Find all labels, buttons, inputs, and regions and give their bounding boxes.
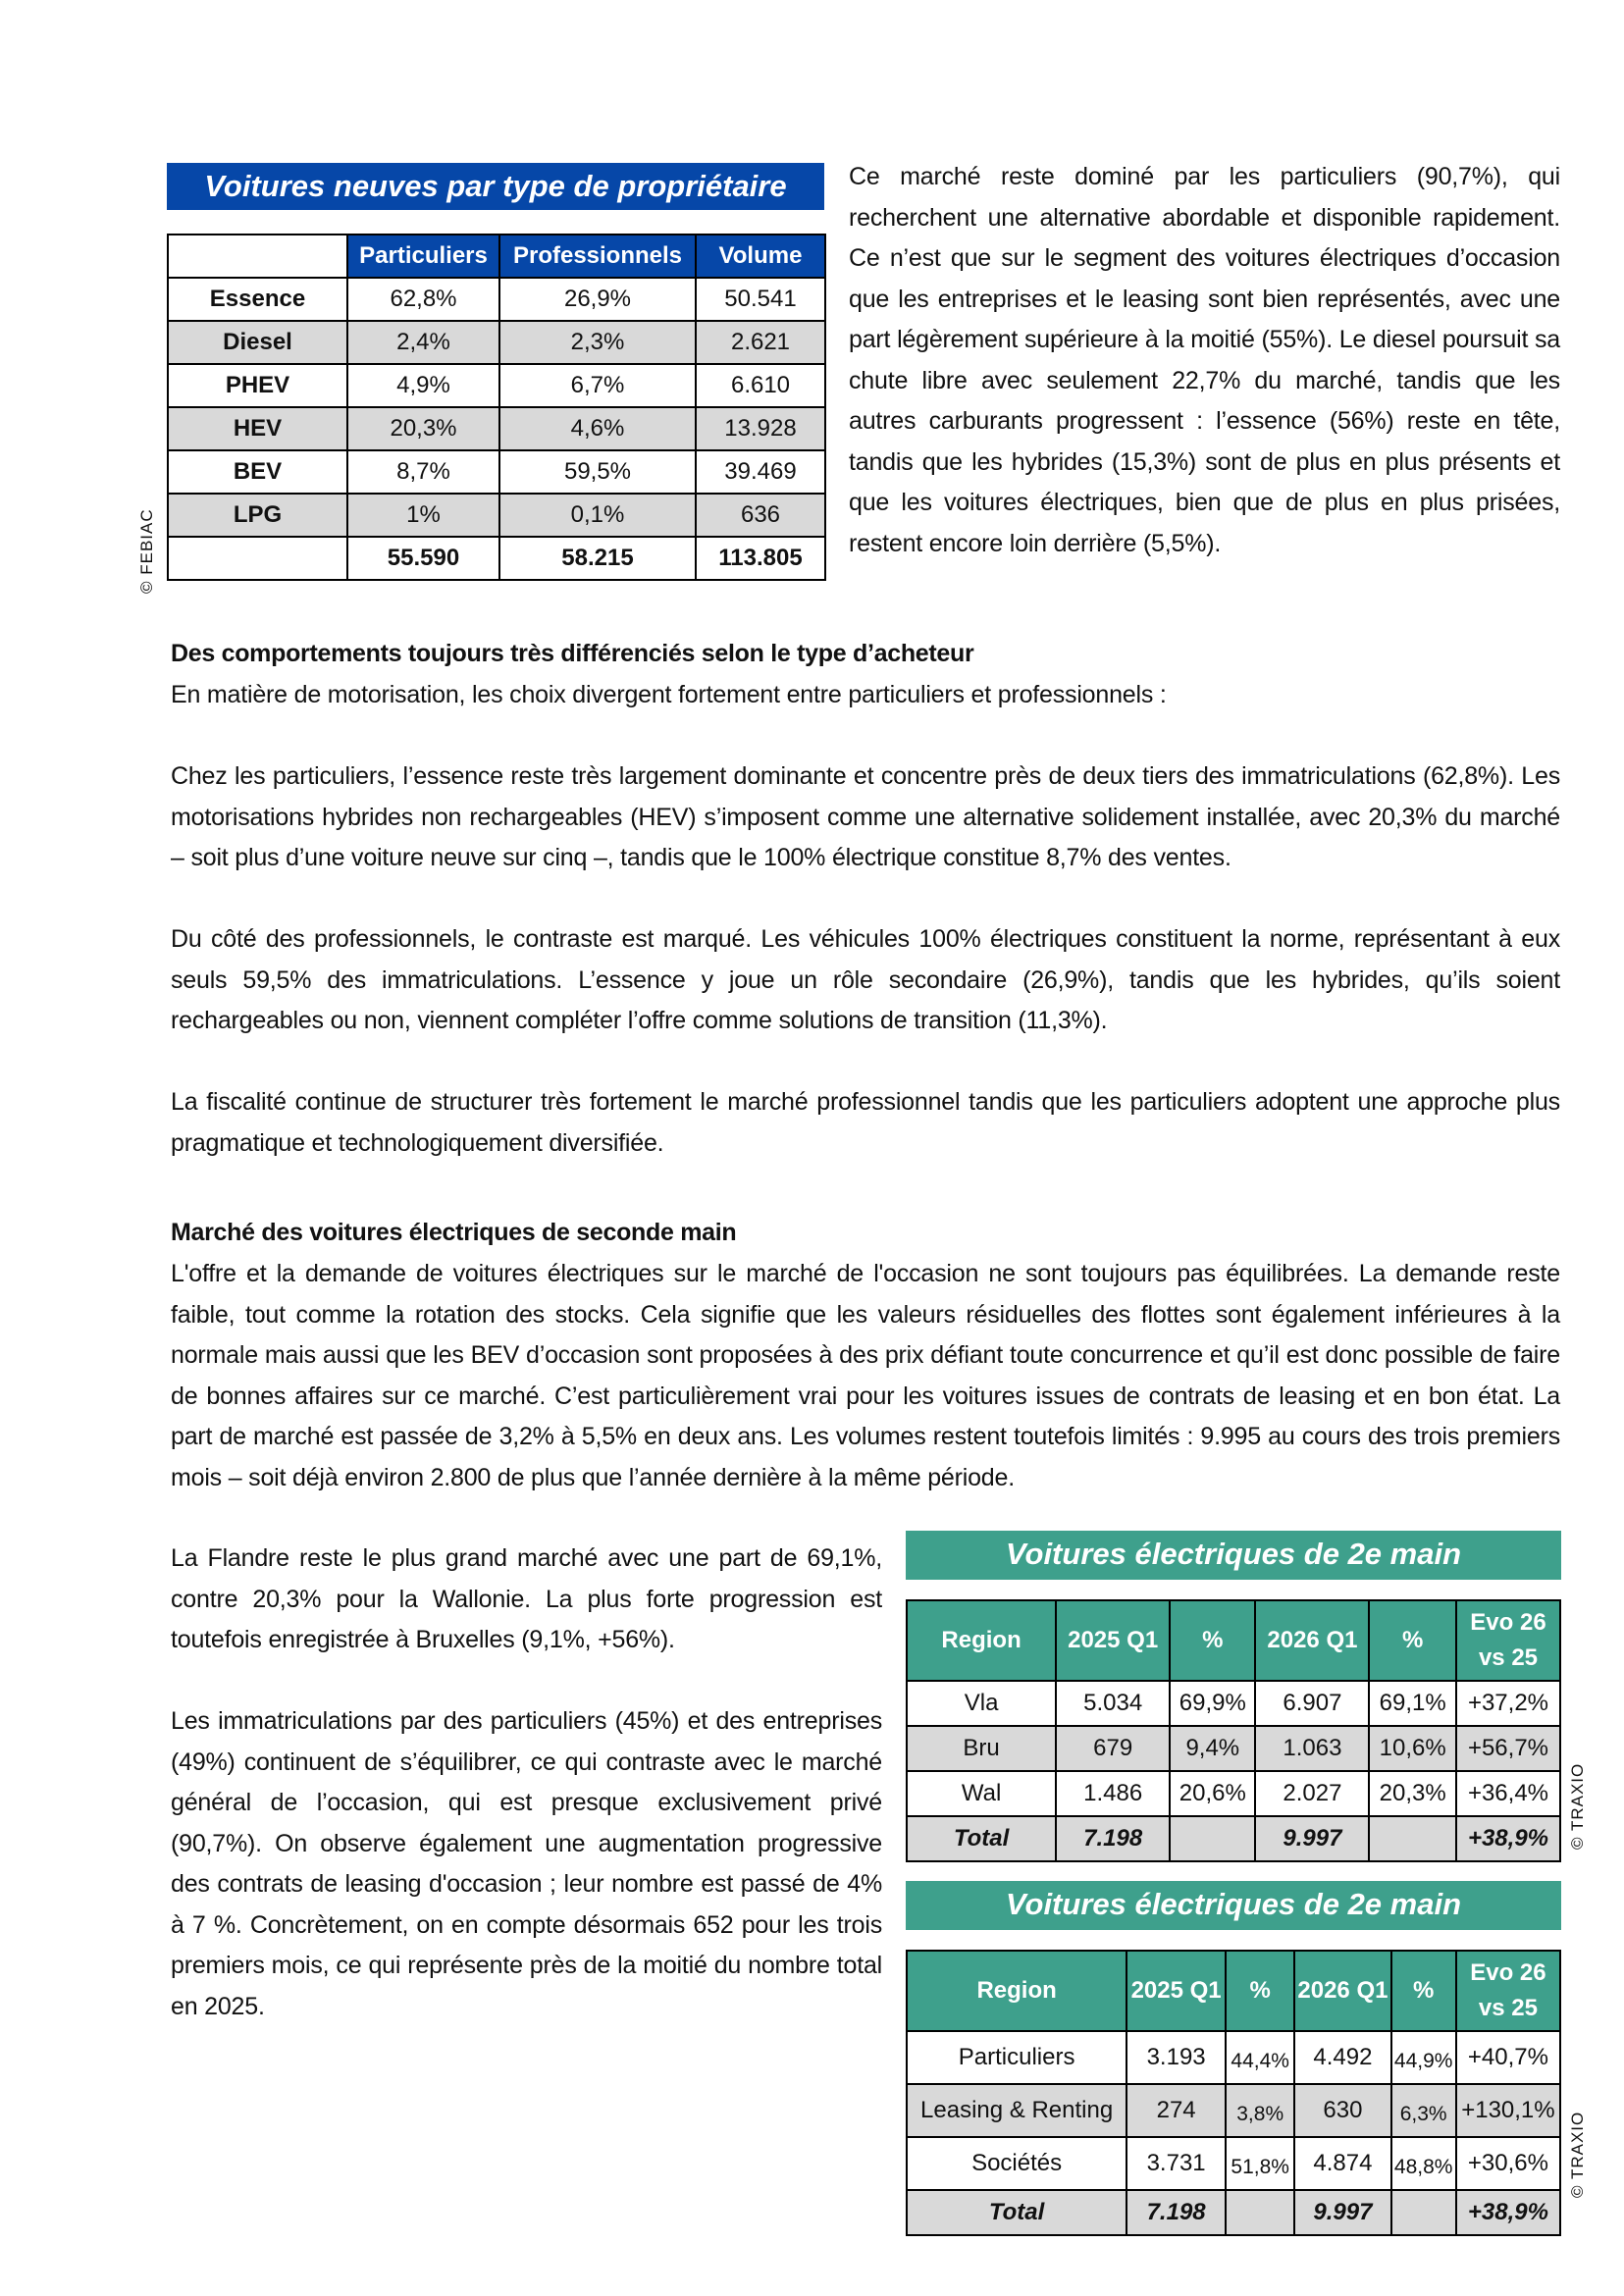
row-label: Leasing & Renting bbox=[907, 2084, 1126, 2137]
total-cell: 9.997 bbox=[1255, 1816, 1369, 1861]
total-cell bbox=[1369, 1816, 1456, 1861]
cell: 8,7% bbox=[347, 450, 499, 494]
header-cell-2026-q1: 2026 Q1 bbox=[1255, 1600, 1369, 1681]
cell: 20,3% bbox=[347, 407, 499, 450]
evo-line-2: vs 25 bbox=[1478, 1644, 1539, 1671]
cell: 2,3% bbox=[499, 321, 696, 364]
table-row bbox=[907, 2084, 1560, 2137]
total-label bbox=[168, 537, 347, 580]
cell: 274 bbox=[1126, 2084, 1226, 2137]
header-cell-2026-q1: 2026 Q1 bbox=[1294, 1951, 1390, 2031]
used-ev-owner-table bbox=[906, 1950, 1561, 2236]
evo-line-1: Evo 26 bbox=[1470, 1959, 1546, 1986]
cell: 4,9% bbox=[347, 364, 499, 407]
cell: 2.621 bbox=[696, 321, 825, 364]
used-ev-region-table bbox=[906, 1599, 1561, 1862]
table-row bbox=[168, 321, 825, 364]
cell: 630 bbox=[1294, 2084, 1390, 2137]
total-cell: +38,9% bbox=[1456, 2190, 1560, 2235]
cell: 69,1% bbox=[1369, 1681, 1456, 1726]
header-cell-pct-2025: % bbox=[1226, 1951, 1294, 2031]
febiac-credit: © FEBIAC bbox=[137, 508, 156, 594]
cell: 6.610 bbox=[696, 364, 825, 407]
evo-line-1: Evo 26 bbox=[1470, 1609, 1546, 1636]
cell: 4.874 bbox=[1294, 2137, 1390, 2190]
header-cell-2025-q1: 2025 Q1 bbox=[1056, 1600, 1170, 1681]
total-cell: 7.198 bbox=[1126, 2190, 1226, 2235]
used-ev-region-table-title: Voitures électriques de 2e main bbox=[906, 1531, 1561, 1580]
section-heading-buyer-behaviour: Des comportements toujours très différenciés selon le type d’acheteur bbox=[171, 640, 974, 667]
new-cars-table-title: Voitures neuves par type de propriétaire bbox=[167, 163, 824, 210]
cell: 3,8% bbox=[1226, 2084, 1294, 2137]
table-total-row bbox=[907, 2190, 1560, 2235]
row-label: Essence bbox=[168, 278, 347, 321]
section2-paragraph-regions: La Flandre reste le plus grand marché avec une part de 69,1%, contre 20,3% pour la Wallonie. La plus forte progression est toutefois enregistrée à Bruxelles (9,1%, +56%). bbox=[171, 1544, 882, 1653]
table-row bbox=[168, 364, 825, 407]
row-label: Bru bbox=[907, 1726, 1056, 1771]
section2-paragraph-market: L'offre et la demande de voitures électriques sur le marché de l'occasion ne sont toujours pas équilibrées. La demande reste faible, tout comme la rotation des stocks. Cela signifie que les valeurs résiduelles des flottes sont également inférieures à la normale mais aussi que les BEV d’occasion sont proposées à des prix défiant toute concurrence et qu’il est donc possible de faire de bonnes affaires sur ce marché. C’est particulièrement vrai pour les voitures issues de contrats de leasing et en bon état. La part de marché est passée de 3,2% à 5,5% en deux ans. Les volumes restent toutefois limités : 9.995 au cours des trois premiers mois – soit déjà environ 2.800 de plus que l’année dernière à la même période. bbox=[171, 1260, 1560, 1491]
table-header-row bbox=[168, 235, 825, 278]
table-row bbox=[168, 494, 825, 537]
header-cell-professionnels: Professionnels bbox=[499, 235, 696, 278]
cell: +30,6% bbox=[1456, 2137, 1560, 2190]
used-ev-owner-table-title: Voitures électriques de 2e main bbox=[906, 1881, 1561, 1930]
traxio-credit-region: © TRAXIO bbox=[1568, 1762, 1587, 1850]
row-label: BEV bbox=[168, 450, 347, 494]
total-cell bbox=[1170, 1816, 1255, 1861]
row-label: Particuliers bbox=[907, 2031, 1126, 2084]
row-label: Wal bbox=[907, 1771, 1056, 1816]
table-total-row bbox=[907, 1816, 1560, 1861]
row-label: Sociétés bbox=[907, 2137, 1126, 2190]
total-label: Total bbox=[907, 2190, 1126, 2235]
cell: 679 bbox=[1056, 1726, 1170, 1771]
cell: 2.027 bbox=[1255, 1771, 1369, 1816]
table-header-row bbox=[907, 1951, 1560, 2031]
section1-paragraph-particuliers: Chez les particuliers, l’essence reste très largement dominante et concentre près de deux tiers des immatriculations (62,8%). Les motorisations hybrides non rechargeables (HEV) s’imposent comme une alternative solidement installée, avec 20,3% du marché – soit plus d’une voiture neuve sur cinq –, tandis que le 100% électrique constitue 8,7% des ventes. bbox=[171, 762, 1560, 871]
intro-paragraph: Ce marché reste dominé par les particuliers (90,7%), qui recherchent une alternative abordable et disponible rapidement. Ce n’est que sur le segment des voitures électriques d’occasion que les entreprises et le leasing sont bien représentés, avec une part légèrement supérieure à la moitié (55%). Le diesel poursuit sa chute libre avec seulement 22,7% du marché, tandis que les autres carburants progressent : l’essence (56%) reste en tête, tandis que les hybrides (15,3%) sont de plus en plus présents et que les voitures électriques, bien que de plus en plus prisées, restent encore loin derrière (5,5%). bbox=[849, 163, 1560, 557]
table-header-row bbox=[907, 1600, 1560, 1681]
cell: 10,6% bbox=[1369, 1726, 1456, 1771]
total-cell: 58.215 bbox=[499, 537, 696, 580]
cell: 0,1% bbox=[499, 494, 696, 537]
traxio-credit-owner: © TRAXIO bbox=[1568, 2111, 1587, 2198]
cell: 48,8% bbox=[1391, 2137, 1456, 2190]
cell: 9,4% bbox=[1170, 1726, 1255, 1771]
cell: 4,6% bbox=[499, 407, 696, 450]
header-cell-empty bbox=[168, 235, 347, 278]
cell: 69,9% bbox=[1170, 1681, 1255, 1726]
cell: 51,8% bbox=[1226, 2137, 1294, 2190]
cell: 3.731 bbox=[1126, 2137, 1226, 2190]
header-cell-region: Region bbox=[907, 1951, 1126, 2031]
total-cell: 55.590 bbox=[347, 537, 499, 580]
table-row bbox=[907, 2031, 1560, 2084]
cell: 44,9% bbox=[1391, 2031, 1456, 2084]
cell: 44,4% bbox=[1226, 2031, 1294, 2084]
new-cars-table bbox=[167, 234, 826, 581]
section2-paragraph-owners: Les immatriculations par des particuliers (45%) et des entreprises (49%) continuent de s’équilibrer, ce qui contraste avec le marché général de l’occasion, qui est presque exclusivement privé (90,7%). On observe également une augmentation progressive des contrats de leasing d'occasion ; leur nombre est passé de 4% à 7 %. Concrètement, on en compte désormais 652 pour les trois premiers mois, ce qui représente près de la moitié du nombre total en 2025. bbox=[171, 1707, 882, 2020]
table-row bbox=[907, 1681, 1560, 1726]
cell: +130,1% bbox=[1456, 2084, 1560, 2137]
cell: +40,7% bbox=[1456, 2031, 1560, 2084]
header-cell-evo bbox=[1456, 1951, 1560, 2031]
section-heading-used-ev-market: Marché des voitures électriques de seconde main bbox=[171, 1219, 737, 1246]
cell: 6,3% bbox=[1391, 2084, 1456, 2137]
cell: 5.034 bbox=[1056, 1681, 1170, 1726]
total-cell: 113.805 bbox=[696, 537, 825, 580]
total-cell bbox=[1226, 2190, 1294, 2235]
cell: 1% bbox=[347, 494, 499, 537]
total-cell: 7.198 bbox=[1056, 1816, 1170, 1861]
total-cell: +38,9% bbox=[1456, 1816, 1560, 1861]
cell: +56,7% bbox=[1456, 1726, 1560, 1771]
cell: 20,3% bbox=[1369, 1771, 1456, 1816]
header-cell-2025-q1: 2025 Q1 bbox=[1126, 1951, 1226, 2031]
cell: 50.541 bbox=[696, 278, 825, 321]
header-cell-region: Region bbox=[907, 1600, 1056, 1681]
cell: 39.469 bbox=[696, 450, 825, 494]
cell: 4.492 bbox=[1294, 2031, 1390, 2084]
cell: 13.928 bbox=[696, 407, 825, 450]
header-cell-volume: Volume bbox=[696, 235, 825, 278]
row-label: LPG bbox=[168, 494, 347, 537]
row-label: PHEV bbox=[168, 364, 347, 407]
header-cell-particuliers: Particuliers bbox=[347, 235, 499, 278]
table-row bbox=[168, 278, 825, 321]
header-cell-pct-2025: % bbox=[1170, 1600, 1255, 1681]
cell: 2,4% bbox=[347, 321, 499, 364]
table-row bbox=[907, 2137, 1560, 2190]
cell: 6,7% bbox=[499, 364, 696, 407]
header-cell-evo bbox=[1456, 1600, 1560, 1681]
header-cell-pct-2026: % bbox=[1369, 1600, 1456, 1681]
row-label: Diesel bbox=[168, 321, 347, 364]
row-label: HEV bbox=[168, 407, 347, 450]
total-cell bbox=[1391, 2190, 1456, 2235]
cell: 1.486 bbox=[1056, 1771, 1170, 1816]
cell: 1.063 bbox=[1255, 1726, 1369, 1771]
section1-paragraph-professionnels: Du côté des professionnels, le contraste est marqué. Les véhicules 100% électriques constituent la norme, représentant à eux seuls 59,5% des immatriculations. L’essence y joue un rôle secondaire (26,9%), tandis que les hybrides, qu’ils soient rechargeables ou non, viennent compléter l’offre comme solutions de transition (11,3%). bbox=[171, 925, 1560, 1034]
cell: 59,5% bbox=[499, 450, 696, 494]
cell: +37,2% bbox=[1456, 1681, 1560, 1726]
total-cell: 9.997 bbox=[1294, 2190, 1390, 2235]
table-row bbox=[168, 407, 825, 450]
cell: 6.907 bbox=[1255, 1681, 1369, 1726]
cell: 26,9% bbox=[499, 278, 696, 321]
cell: 636 bbox=[696, 494, 825, 537]
table-row bbox=[168, 450, 825, 494]
row-label: Vla bbox=[907, 1681, 1056, 1726]
total-label: Total bbox=[907, 1816, 1056, 1861]
table-row bbox=[907, 1726, 1560, 1771]
cell: +36,4% bbox=[1456, 1771, 1560, 1816]
header-cell-pct-2026: % bbox=[1391, 1951, 1456, 2031]
table-row bbox=[907, 1771, 1560, 1816]
section1-paragraph-fiscalite: La fiscalité continue de structurer très fortement le marché professionnel tandis que les particuliers adoptent une approche plus pragmatique et technologiquement diversifiée. bbox=[171, 1088, 1560, 1157]
cell: 3.193 bbox=[1126, 2031, 1226, 2084]
section1-lead: En matière de motorisation, les choix divergent fortement entre particuliers et professionnels : bbox=[171, 681, 1167, 708]
evo-line-2: vs 25 bbox=[1478, 1995, 1538, 2021]
cell: 20,6% bbox=[1170, 1771, 1255, 1816]
cell: 62,8% bbox=[347, 278, 499, 321]
table-total-row bbox=[168, 537, 825, 580]
